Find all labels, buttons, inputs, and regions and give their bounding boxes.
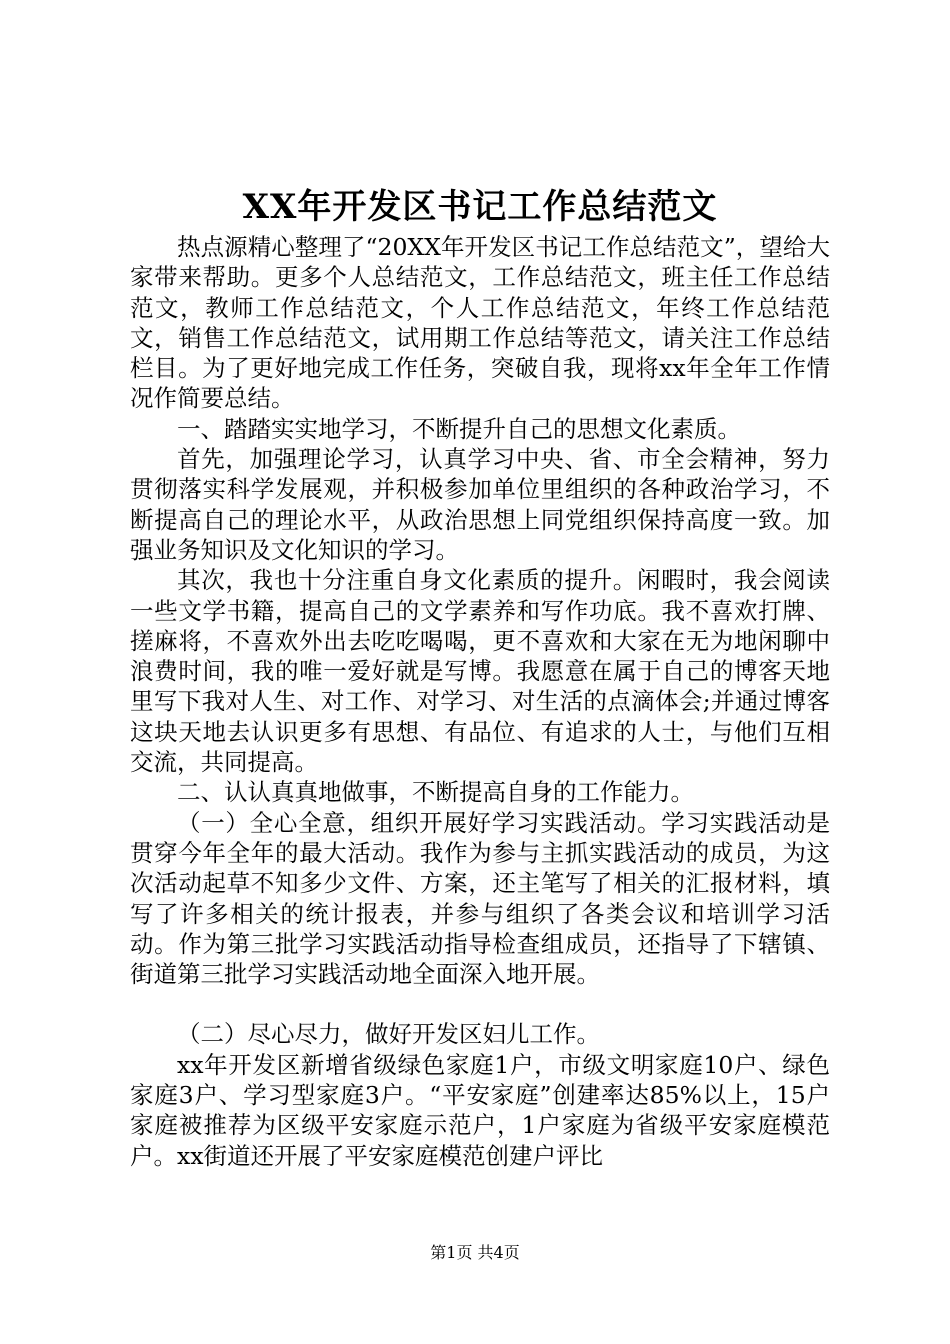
paragraph-subsection-2: xx年开发区新增省级绿色家庭1户，市级文明家庭10户、绿色家庭3户、学习型家庭3户。“平安家庭”创建率达85%以上，15户家庭被推荐为区级平安家庭示范户，1户家庭为省级平安家庭模范户。xx街道还开展了平安家庭模范创建户评比 — [130, 1050, 830, 1170]
subsection-heading-2: （二）尽心尽力，做好开发区妇儿工作。 — [177, 1020, 600, 1049]
section-heading-1: 一、踏踏实实地学习，不断提升自己的思想文化素质。 — [177, 414, 741, 443]
paragraph-first: 首先，加强理论学习，认真学习中央、省、市全会精神，努力贯彻落实科学发展观，并积极参加单位里组织的各种政治学习，不断提高自己的理论水平，从政治思想上同党组织保持高度一致。加强业务知识及文化知识的学习。 — [130, 445, 830, 564]
paragraph-second: 其次，我也十分注重自身文化素质的提升。闲暇时，我会阅读一些文学书籍，提高自己的文学素养和写作功底。我不喜欢打牌、搓麻将，不喜欢外出去吃吃喝喝，更不喜欢和大家在无为地闲聊中浪费时间，我的唯一爱好就是写博。我愿意在属于自己的博客天地里写下我对人生、对工作、对学习、对生活的点滴体会;并通过博客这块天地去认识更多有思想、有品位、有追求的人士，与他们互相交流，共同提高。 — [130, 566, 830, 777]
section-heading-2: 二、认认真真地做事，不断提高自身的工作能力。 — [177, 778, 694, 807]
page-footer: 第1页 共4页 — [430, 1243, 520, 1262]
paragraph-subsection-1: （一）全心全意，组织开展好学习实践活动。学习实践活动是贯穿今年全年的最大活动。我作为参与主抓实践活动的成员，为这次活动起草不知多少文件、方案，还主笔写了相关的汇报材料，填写了许多相关的统计报表，并参与组织了各类会议和培训学习活动。作为第三批学习实践活动指导检查组成员，还指导了下辖镇、街道第三批学习实践活动地全面深入地开展。 — [130, 808, 830, 989]
paragraph-intro: 热点源精心整理了“20XX年开发区书记工作总结范文”，望给大家带来帮助。更多个人总结范文，工作总结范文，班主任工作总结范文，教师工作总结范文，个人工作总结范文，年终工作总结范文，销售工作总结范文，试用期工作总结等范文，请关注工作总结栏目。为了更好地完成工作任务，突破自我，现将xx年全年工作情况作简要总结。 — [130, 233, 830, 413]
document-title: XX年开发区书记工作总结范文 — [242, 187, 718, 227]
document-body — [130, 232, 830, 1171]
